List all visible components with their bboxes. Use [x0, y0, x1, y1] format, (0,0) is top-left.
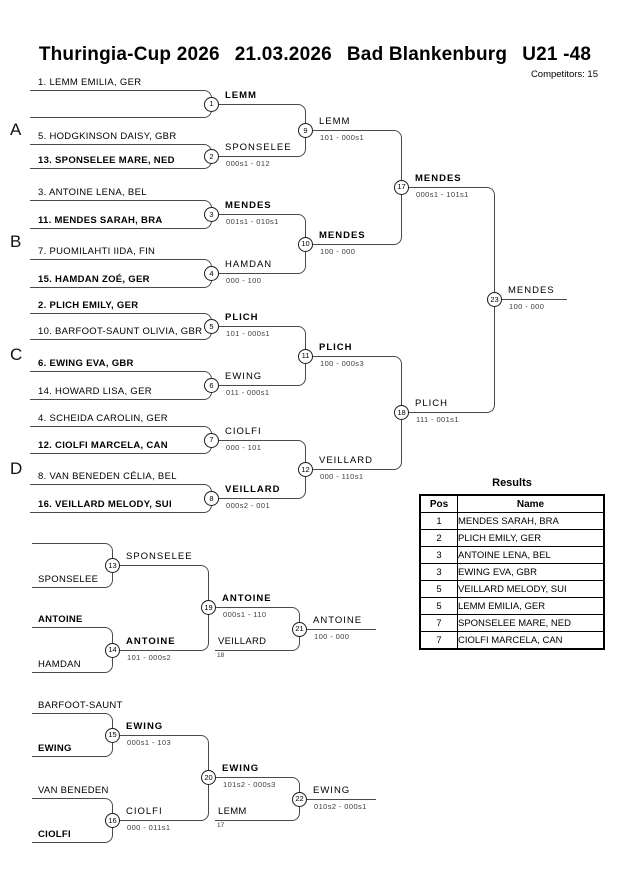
- results-name-cell: CIOLFI MARCELA, CAN: [458, 632, 605, 650]
- match-score: 000 - 011s1: [127, 823, 171, 832]
- results-col-name: Name: [458, 495, 605, 513]
- results-row: [420, 564, 604, 581]
- competitor-slot: 12. CIOLFI MARCELA, CAN: [38, 440, 168, 451]
- results-name-cell: ANTOINE LENA, BEL: [458, 547, 605, 564]
- match-number-badge: 12: [298, 462, 313, 477]
- title-date: 21.03.2026: [234, 44, 332, 65]
- competitor-slot: 14. HOWARD LISA, GER: [38, 386, 152, 397]
- results-row: [420, 615, 604, 632]
- match-score: 100 - 000: [509, 302, 545, 312]
- repechage-slot: SPONSELEE: [38, 574, 99, 585]
- repechage-feeder: VEILLARD: [218, 636, 267, 647]
- match-winner-label: SPONSELEE: [225, 142, 292, 153]
- bracket-line: [30, 313, 212, 327]
- results-name-cell: MENDES SARAH, BRA: [458, 513, 605, 530]
- competitor-slot: 2. PLICH EMILY, GER: [38, 300, 139, 311]
- results-name-cell: PLICH EMILY, GER: [458, 530, 605, 547]
- repechage-slot: HAMDAN: [38, 659, 81, 670]
- match-number-badge: 3: [204, 207, 219, 222]
- match-score: 000s1 - 110: [223, 610, 267, 620]
- match-winner-label: LEMM: [319, 115, 351, 127]
- section-letter: C: [10, 345, 23, 364]
- match-winner-label: CIOLFI: [126, 806, 163, 817]
- match-score: 000 - 100: [226, 276, 262, 285]
- competitor-slot: 11. MENDES SARAH, BRA: [38, 215, 163, 226]
- results-row: [420, 581, 604, 598]
- repechage-slot: CIOLFI: [38, 829, 71, 840]
- repechage-slot: EWING: [38, 743, 72, 754]
- results-row: [420, 530, 604, 547]
- competitors-count: Competitors: 15: [530, 69, 598, 80]
- match-score: 101s2 - 000s3: [223, 780, 276, 790]
- results-row: [420, 632, 604, 650]
- bracket-line: [401, 299, 495, 413]
- match-winner-label: VEILLARD: [319, 454, 373, 466]
- match-score: 101 - 000s1: [226, 329, 271, 338]
- repechage-feeder: LEMM: [218, 806, 247, 817]
- competitor-slot: 4. SCHEIDA CAROLIN, GER: [38, 413, 168, 424]
- results-pos-cell: 3: [420, 564, 458, 581]
- match-number-badge: 20: [201, 770, 216, 785]
- results-panel: [419, 477, 605, 650]
- section-letter: D: [10, 459, 23, 478]
- match-number-badge: 11: [298, 349, 313, 364]
- match-score: 101 - 000s2: [127, 652, 172, 662]
- bracket-line: [30, 104, 212, 119]
- match-score: 000s1 - 103: [127, 737, 172, 747]
- repechage-slot: VAN BENEDEN: [38, 785, 109, 796]
- bracket-line: [30, 259, 212, 274]
- match-number-badge: 9: [298, 123, 313, 138]
- match-number-badge: 19: [201, 600, 216, 615]
- match-number-badge: 15: [105, 728, 120, 743]
- match-winner-label: EWING: [225, 371, 263, 382]
- match-number-badge: 1: [204, 97, 219, 112]
- title-event: Thuringia-Cup 2026: [38, 44, 220, 65]
- match-winner-label: PLICH: [319, 341, 353, 353]
- match-number-badge: 21: [292, 622, 307, 637]
- repechage-slot: ANTOINE: [38, 614, 83, 625]
- match-number-badge: 2: [204, 149, 219, 164]
- page-title: [0, 44, 630, 66]
- match-number-badge: 22: [292, 792, 307, 807]
- competitor-slot: 7. PUOMILAHTI IIDA, FIN: [38, 246, 156, 257]
- match-score: 011 - 000s1: [226, 388, 270, 397]
- match-winner-label: ANTOINE: [126, 635, 176, 647]
- match-score: 101 - 000s1: [320, 132, 365, 142]
- section-letter: A: [10, 120, 22, 139]
- match-winner-label: MENDES: [415, 172, 462, 184]
- results-title: Results: [492, 477, 532, 489]
- match-number-badge: 8: [204, 491, 219, 506]
- match-winner-label: MENDES: [319, 229, 366, 241]
- bracket-line: [32, 713, 113, 736]
- bracket-line: [30, 371, 212, 386]
- bracket-line: [30, 426, 212, 441]
- match-score: 000s1 - 101s1: [416, 189, 469, 199]
- match-winner-label: VEILLARD: [225, 484, 281, 495]
- match-winner-label: ANTOINE: [222, 593, 272, 605]
- winner-line: [299, 629, 376, 630]
- title-location: Bad Blankenburg: [346, 44, 508, 65]
- match-score: 010s2 - 000s1: [314, 801, 367, 811]
- match-number-badge: 14: [105, 643, 120, 658]
- match-number-badge: 16: [105, 813, 120, 828]
- results-pos-cell: 1: [420, 513, 458, 530]
- results-table: [419, 494, 605, 650]
- competitor-slot: 13. SPONSELEE MARE, NED: [38, 155, 175, 166]
- competitor-slot: 8. VAN BENEDEN CÉLIA, BEL: [38, 471, 177, 482]
- winner-line: [494, 299, 567, 300]
- match-winner-label: EWING: [126, 720, 164, 732]
- results-name-cell: SPONSELEE MARE, NED: [458, 615, 605, 632]
- results-name-cell: EWING EVA, GBR: [458, 564, 605, 581]
- match-number-badge: 18: [394, 405, 409, 420]
- match-winner-label: EWING: [313, 784, 351, 796]
- results-row: [420, 598, 604, 615]
- match-winner-label: EWING: [222, 763, 260, 775]
- competitor-slot: 1. LEMM EMILIA, GER: [38, 77, 142, 88]
- match-score: 000s1 - 012: [226, 159, 271, 168]
- results-pos-cell: 2: [420, 530, 458, 547]
- competitor-slot: 5. HODGKINSON DAISY, GBR: [38, 131, 177, 142]
- match-number-badge: 5: [204, 319, 219, 334]
- match-winner-label: LEMM: [225, 89, 257, 101]
- match-number-badge: 23: [487, 292, 502, 307]
- bracket-line: [401, 187, 495, 301]
- results-header-row: [420, 495, 604, 513]
- section-letter: B: [10, 232, 22, 251]
- results-name-cell: LEMM EMILIA, GER: [458, 598, 605, 615]
- results-pos-cell: 7: [420, 632, 458, 650]
- match-winner-label: MENDES: [508, 285, 555, 297]
- bracket-line: [30, 90, 212, 105]
- match-number-badge: 17: [394, 180, 409, 195]
- results-row: [420, 547, 604, 564]
- competitor-slot: 6. EWING EVA, GBR: [38, 358, 134, 369]
- feeder-match-ref: 17: [217, 822, 225, 829]
- match-number-badge: 6: [204, 378, 219, 393]
- match-score: 100 - 000: [314, 631, 350, 641]
- results-pos-cell: 5: [420, 581, 458, 598]
- match-number-badge: 7: [204, 433, 219, 448]
- match-winner-label: ANTOINE: [313, 614, 363, 626]
- winner-line: [299, 799, 376, 800]
- bracket-line: [32, 798, 113, 821]
- bracket-line: [32, 627, 113, 651]
- results-name-cell: VEILLARD MELODY, SUI: [458, 581, 605, 598]
- results-pos-cell: 7: [420, 615, 458, 632]
- match-winner-label: MENDES: [225, 200, 272, 211]
- results-col-pos: Pos: [420, 495, 458, 513]
- match-winner-label: SPONSELEE: [126, 551, 193, 562]
- match-number-badge: 10: [298, 237, 313, 252]
- results-pos-cell: 5: [420, 598, 458, 615]
- match-score: 000 - 110s1: [320, 471, 364, 481]
- bracket-line: [30, 484, 212, 499]
- bracket-line: [30, 200, 212, 215]
- results-row: [420, 513, 604, 530]
- competitor-slot: 3. ANTOINE LENA, BEL: [38, 187, 147, 198]
- match-number-badge: 4: [204, 266, 219, 281]
- title-category: U21 -48: [522, 44, 592, 65]
- match-winner-label: HAMDAN: [225, 259, 273, 270]
- competitor-slot: 16. VEILLARD MELODY, SUI: [38, 499, 172, 510]
- match-score: 111 - 001s1: [416, 415, 459, 425]
- match-number-badge: 13: [105, 558, 120, 573]
- bracket-line: [211, 104, 306, 131]
- bracket-line: [112, 565, 209, 608]
- feeder-match-ref: 18: [217, 652, 225, 659]
- bracket-line: [32, 543, 113, 566]
- competitor-slot: 10. BARFOOT-SAUNT OLIVIA, GBR: [38, 326, 203, 337]
- match-score: 100 - 000s3: [320, 358, 365, 368]
- match-score: 000s2 - 001: [226, 501, 271, 510]
- match-score: 001s1 - 010s1: [226, 217, 279, 226]
- match-score: 000 - 101: [226, 442, 262, 452]
- results-pos-cell: 3: [420, 547, 458, 564]
- repechage-slot: BARFOOT-SAUNT: [38, 700, 123, 711]
- match-winner-label: PLICH: [415, 398, 448, 410]
- match-score: 100 - 000: [320, 246, 356, 256]
- match-winner-label: PLICH: [225, 312, 259, 323]
- match-winner-label: CIOLFI: [225, 425, 262, 437]
- competitor-slot: 15. HAMDAN ZOÉ, GER: [38, 274, 150, 285]
